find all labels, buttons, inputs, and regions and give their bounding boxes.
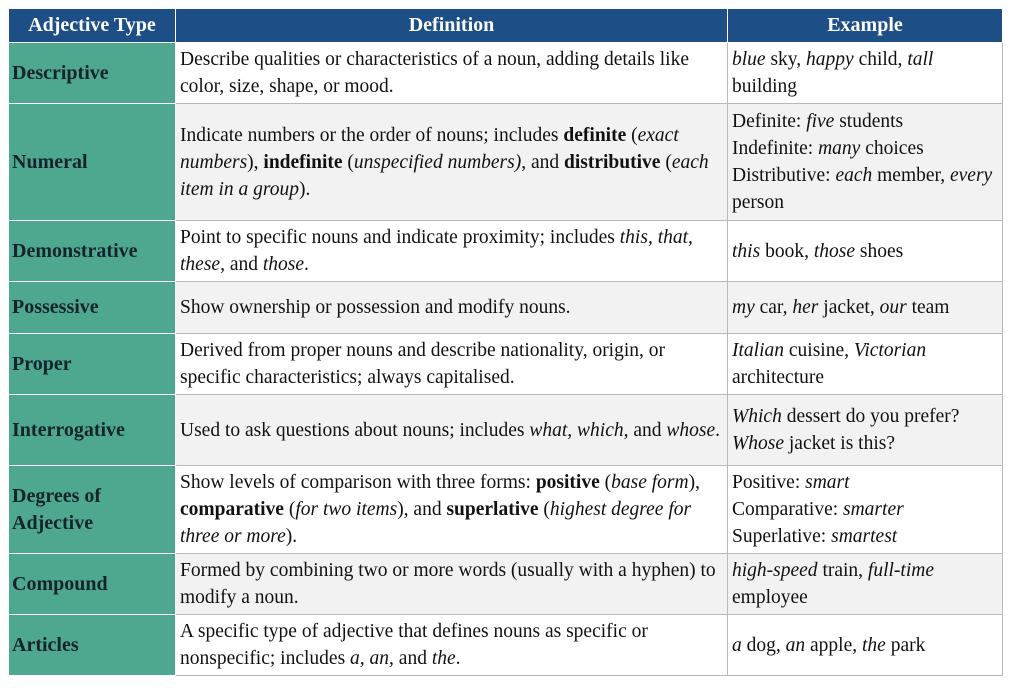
definition-cell bbox=[176, 104, 728, 221]
italic-term: for two items bbox=[295, 499, 398, 520]
text-segment: architecture bbox=[732, 367, 825, 388]
table-row bbox=[9, 282, 1003, 334]
italic-term: what, which, bbox=[529, 419, 629, 441]
text-segment: jacket, bbox=[818, 297, 880, 318]
text-segment: Indicate numbers or the order of nouns; includes bbox=[180, 124, 564, 146]
text-segment: apple, bbox=[805, 634, 862, 656]
table-row bbox=[9, 615, 1003, 676]
text-segment: ( bbox=[626, 124, 638, 146]
table-row bbox=[9, 221, 1003, 282]
text-segment: and bbox=[628, 419, 667, 441]
italic-term: tall bbox=[907, 49, 934, 70]
example-line bbox=[732, 337, 998, 391]
text-segment: employee bbox=[732, 587, 808, 608]
text-segment: and bbox=[393, 648, 432, 669]
italic-term: full-time bbox=[867, 560, 934, 581]
header-adjective-type: Adjective Type bbox=[9, 9, 176, 43]
table-row bbox=[9, 395, 1003, 466]
italic-term: exact numbers bbox=[180, 124, 679, 173]
text-segment: Comparative: bbox=[732, 499, 844, 520]
italic-term: her bbox=[792, 297, 819, 318]
adjective-types-table bbox=[8, 8, 1003, 676]
italic-term: Whose bbox=[732, 433, 784, 454]
example-line bbox=[732, 557, 998, 611]
text-segment: choices bbox=[860, 138, 924, 159]
text-segment: , and bbox=[521, 151, 565, 173]
table-row bbox=[9, 43, 1003, 104]
italic-term: each bbox=[835, 165, 873, 186]
text-segment: team bbox=[906, 297, 950, 318]
italic-term: many bbox=[818, 138, 861, 159]
example-cell bbox=[728, 395, 1003, 466]
text-segment: car, bbox=[754, 297, 793, 318]
text-segment: . bbox=[304, 254, 309, 275]
text-segment: building bbox=[732, 76, 798, 97]
example-line bbox=[732, 523, 998, 550]
text-segment: ( bbox=[283, 499, 296, 520]
text-segment: Positive: bbox=[732, 472, 806, 493]
example-cell bbox=[728, 221, 1003, 282]
text-segment: Used to ask questions about nouns; includes bbox=[180, 419, 530, 441]
definition-cell bbox=[176, 615, 728, 676]
italic-term: happy bbox=[806, 49, 854, 70]
text-segment: Show ownership or possession and modify nouns. bbox=[180, 297, 571, 318]
definition-cell bbox=[176, 395, 728, 466]
adjective-type-cell: Descriptive bbox=[9, 43, 176, 104]
definition-cell bbox=[176, 282, 728, 334]
text-segment: ), bbox=[247, 151, 264, 173]
definition-cell bbox=[176, 466, 728, 554]
header-row bbox=[9, 9, 1003, 43]
text-segment: book, bbox=[760, 240, 814, 262]
italic-term: base form bbox=[611, 472, 689, 493]
italic-term: Italian bbox=[732, 340, 784, 361]
text-segment: Formed by combining two or more words (usually with a hyphen) to modify a noun. bbox=[180, 560, 716, 608]
italic-term: Victorian bbox=[853, 340, 927, 361]
header-definition: Definition bbox=[176, 9, 728, 43]
text-segment: sky, bbox=[765, 49, 807, 70]
text-segment: Describe qualities or characteristics of a noun, adding details like color, size, shape, or mood. bbox=[180, 49, 689, 97]
example-line bbox=[732, 46, 998, 100]
text-segment: ( bbox=[342, 151, 354, 173]
text-segment: ( bbox=[599, 472, 612, 493]
bold-term: positive bbox=[535, 472, 600, 493]
text-segment: ). bbox=[285, 526, 298, 547]
example-cell bbox=[728, 466, 1003, 554]
definition-cell bbox=[176, 554, 728, 615]
text-segment: person bbox=[732, 192, 784, 213]
italic-term: smartest bbox=[831, 526, 898, 547]
text-segment: ), bbox=[688, 472, 700, 493]
italic-term: those bbox=[813, 240, 855, 262]
italic-term: those bbox=[262, 254, 305, 275]
table-body bbox=[9, 43, 1003, 676]
text-segment: and bbox=[224, 254, 263, 275]
text-segment: ). bbox=[298, 178, 311, 200]
italic-term: smarter bbox=[843, 499, 904, 520]
example-cell bbox=[728, 334, 1003, 395]
example-line bbox=[732, 162, 998, 216]
italic-term: this bbox=[732, 240, 761, 262]
text-segment: ( bbox=[660, 151, 672, 173]
italic-term: my bbox=[732, 297, 755, 318]
italic-term: every bbox=[950, 165, 993, 186]
italic-term: our bbox=[879, 297, 907, 318]
italic-term: a, an, bbox=[350, 648, 394, 669]
text-segment: ( bbox=[538, 499, 550, 520]
bold-term: distributive bbox=[564, 151, 661, 173]
example-line bbox=[732, 108, 998, 135]
text-segment: Definite: bbox=[732, 111, 807, 132]
italic-term: each item in a group bbox=[180, 151, 709, 200]
text-segment: . bbox=[455, 648, 461, 669]
table-row bbox=[9, 466, 1003, 554]
text-segment: Point to specific nouns and indicate proximity; includes bbox=[180, 227, 620, 248]
header-example: Example bbox=[728, 9, 1003, 43]
text-segment: Indefinite: bbox=[732, 138, 819, 159]
example-line bbox=[732, 469, 998, 496]
italic-term: a bbox=[732, 634, 742, 656]
example-cell bbox=[728, 554, 1003, 615]
text-segment: park bbox=[885, 634, 926, 656]
adjective-type-cell: Articles bbox=[9, 615, 176, 676]
adjective-type-cell: Demonstrative bbox=[9, 221, 176, 282]
italic-term: an bbox=[785, 634, 806, 656]
text-segment: A specific type of adjective that defines nouns as specific or nonspecific; includes bbox=[180, 621, 648, 669]
text-segment: child, bbox=[853, 49, 908, 70]
text-segment: Derived from proper nouns and describe nationality, origin, or specific characteristics; always capitalised. bbox=[180, 340, 666, 388]
definition-cell bbox=[176, 334, 728, 395]
text-segment: Distributive: bbox=[732, 165, 836, 186]
adjective-type-cell: Proper bbox=[9, 334, 176, 395]
example-line bbox=[732, 632, 998, 659]
text-segment: member, bbox=[872, 165, 950, 186]
example-line bbox=[732, 294, 998, 321]
text-segment: dessert do you prefer? bbox=[781, 406, 960, 427]
text-segment: ), and bbox=[397, 499, 447, 520]
italic-term: high-speed bbox=[732, 560, 818, 581]
example-cell bbox=[728, 615, 1003, 676]
italic-term: highest degree for three or more bbox=[180, 499, 692, 547]
text-segment: dog, bbox=[741, 634, 786, 656]
example-line bbox=[732, 403, 998, 430]
text-segment: Show levels of comparison with three forms: bbox=[180, 472, 536, 493]
example-line bbox=[732, 496, 998, 523]
example-cell bbox=[728, 104, 1003, 221]
text-segment: shoes bbox=[854, 240, 904, 262]
italic-term: this, that, these, bbox=[180, 227, 693, 275]
text-segment: cuisine, bbox=[784, 340, 854, 361]
adjective-type-cell: Degrees of Adjective bbox=[9, 466, 176, 554]
table-row bbox=[9, 334, 1003, 395]
italic-term: unspecified numbers) bbox=[353, 151, 522, 173]
italic-term: the bbox=[861, 634, 886, 656]
text-segment: students bbox=[834, 111, 904, 132]
bold-term: comparative bbox=[180, 499, 284, 520]
bold-term: superlative bbox=[446, 499, 539, 520]
text-segment: Superlative: bbox=[732, 526, 832, 547]
italic-term: Which bbox=[732, 406, 782, 427]
text-segment: jacket is this? bbox=[784, 433, 896, 454]
adjective-type-cell: Numeral bbox=[9, 104, 176, 221]
bold-term: indefinite bbox=[263, 151, 343, 173]
example-line bbox=[732, 430, 998, 457]
italic-term: five bbox=[806, 111, 835, 132]
table-row bbox=[9, 104, 1003, 221]
example-line bbox=[732, 238, 998, 265]
italic-term: smart bbox=[805, 472, 850, 493]
example-cell bbox=[728, 43, 1003, 104]
definition-cell bbox=[176, 221, 728, 282]
adjective-type-cell: Compound bbox=[9, 554, 176, 615]
example-line bbox=[732, 135, 998, 162]
italic-term: blue bbox=[732, 49, 766, 70]
text-segment: . bbox=[715, 419, 721, 441]
bold-term: definite bbox=[563, 124, 627, 146]
italic-term: whose bbox=[666, 419, 716, 441]
definition-cell bbox=[176, 43, 728, 104]
table-row bbox=[9, 554, 1003, 615]
adjective-type-cell: Interrogative bbox=[9, 395, 176, 466]
example-cell bbox=[728, 282, 1003, 334]
text-segment: train, bbox=[817, 560, 868, 581]
italic-term: the bbox=[431, 648, 456, 669]
adjective-type-cell: Possessive bbox=[9, 282, 176, 334]
